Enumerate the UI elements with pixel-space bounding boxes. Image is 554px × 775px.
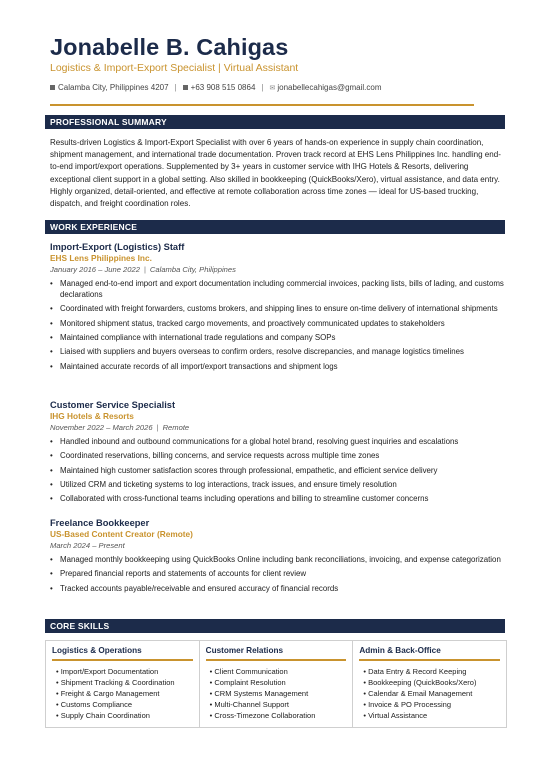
skill-item: • Customs Compliance — [56, 699, 199, 710]
skill-item: • Multi-Channel Support — [210, 699, 353, 710]
email-icon: ✉ — [269, 84, 276, 92]
contact-location: Calamba City, Philippines 4207 — [58, 83, 169, 92]
skill-item: • CRM Systems Management — [210, 688, 353, 699]
job-bullet: • Maintained accurate records of all import/export transactions and shipment logs — [50, 361, 505, 372]
skill-item: • Bookkeeping (QuickBooks/Xero) — [363, 677, 506, 688]
experience-heading: WORK EXPERIENCE — [45, 220, 505, 234]
job-company: EHS Lens Philippines Inc. — [50, 253, 152, 263]
skill-item: • Shipment Tracking & Coordination — [56, 677, 199, 688]
job-location: Remote — [162, 423, 190, 432]
skill-item: • Invoice & PO Processing — [363, 699, 506, 710]
summary-text: Results-driven Logistics & Import-Export Specialist with over 6 years of hands-on experience in supply chain coordination, shipment management, and international trade documentation. Proven track record at EHS Lens Philippines Inc. handling end-to-end import/export operations. Supplemented by 3+ years in customer service with IHG Hotels & Resorts, delivering exceptional client support in a global setting. Also skilled in bookkeeping (QuickBooks/Xero), virtual assistance, and data entry. Highly organized, detail-oriented, and effective at remote collaboration across time zones — ideal for US-based trucking, dispatch, and freight coordination roles. — [50, 138, 501, 209]
job-bullet: • Handled inbound and outbound communications for a global hotel brand, resolving guest inquiries and escalations — [50, 436, 505, 447]
skill-item: • Calendar & Email Management — [363, 688, 506, 699]
skill-item: • Complaint Resolution — [210, 677, 353, 688]
skill-item: • Data Entry & Record Keeping — [363, 666, 506, 677]
skill-column — [200, 641, 354, 727]
job-title: Customer Service Specialist — [50, 400, 176, 410]
job-bullet: • Managed end-to-end import and export documentation including commercial invoices, packing lists, bills of lading, and customs declarations — [50, 278, 505, 300]
job-company: US-Based Content Creator (Remote) — [50, 529, 193, 539]
job-entry — [50, 399, 505, 507]
job-company: IHG Hotels & Resorts — [50, 411, 134, 421]
job-bullet: • Utilized CRM and ticketing systems to log interactions, track issues, and ensure timely resolution — [50, 479, 505, 490]
job-meta: November 2022 – March 2026 | Remote — [50, 423, 190, 432]
job-dates: March 2024 – Present — [50, 541, 125, 550]
job-bullet: • Tracked accounts payable/receivable and ensured accuracy of financial records — [50, 583, 505, 594]
job-bullet: • Managed monthly bookkeeping using QuickBooks Online including bank reconciliations, invoicing, and expense categorization — [50, 554, 505, 565]
job-bullet: • Prepared financial reports and statements of accounts for client review — [50, 568, 505, 579]
job-bullets — [50, 436, 505, 504]
job-bullet: • Liaised with suppliers and buyers overseas to confirm orders, resolve discrepancies, and manage logistics timelines — [50, 346, 505, 357]
job-title: Freelance Bookkeeper — [50, 518, 150, 528]
job-bullet: • Coordinated with freight forwarders, customs brokers, and shipping lines to ensure on-time delivery of international shipments — [50, 303, 505, 314]
skill-column-heading: Admin & Back-Office — [359, 646, 441, 655]
job-entry — [50, 517, 505, 597]
skill-item: • Import/Export Documentation — [56, 666, 199, 677]
job-bullet: • Collaborated with cross-functional teams including operations and billing to streamline customer concerns — [50, 493, 505, 504]
skill-list — [353, 661, 506, 721]
job-bullets — [50, 554, 505, 594]
job-bullets — [50, 278, 505, 372]
job-bullet: • Maintained compliance with international trade regulations and company SOPs — [50, 332, 505, 343]
skill-item: • Cross-Timezone Collaboration — [210, 710, 353, 721]
job-location: Calamba City, Philippines — [149, 265, 236, 274]
skills-table — [45, 640, 507, 728]
phone-icon — [183, 85, 188, 90]
contact-email[interactable]: jonabellecahigas@gmail.com — [277, 83, 382, 92]
skill-item: • Supply Chain Coordination — [56, 710, 199, 721]
skill-list — [46, 661, 199, 721]
candidate-title: Logistics & Import-Export Specialist | Virtual Assistant — [50, 62, 299, 74]
job-dates: November 2022 – March 2026 — [50, 423, 153, 432]
skill-item: • Client Communication — [210, 666, 353, 677]
job-dates: January 2016 – June 2022 — [50, 265, 140, 274]
location-icon — [50, 85, 55, 90]
skill-column — [46, 641, 200, 727]
job-entry — [50, 241, 505, 375]
job-title: Import-Export (Logistics) Staff — [50, 242, 185, 252]
job-bullet: • Monitored shipment status, tracked cargo movements, and proactively communicated updates to stakeholders — [50, 318, 505, 329]
skill-list — [200, 661, 353, 721]
contact-phone: +63 908 515 0864 — [190, 83, 256, 92]
contact-line: Calamba City, Philippines 4207 | +63 908 515 0864 | ✉ jonabellecahigas@gmail.com — [50, 83, 382, 92]
skill-column-heading: Logistics & Operations — [52, 646, 142, 655]
candidate-name: Jonabelle B. Cahigas — [50, 34, 289, 60]
skill-item: • Freight & Cargo Management — [56, 688, 199, 699]
summary-heading: PROFESSIONAL SUMMARY — [45, 115, 505, 129]
skill-column — [353, 641, 506, 727]
header-divider — [50, 104, 474, 106]
job-bullet: • Maintained high customer satisfaction scores through professional, empathetic, and efficient service delivery — [50, 465, 505, 476]
job-meta: January 2016 – June 2022 | Calamba City, Philippines — [50, 265, 236, 274]
skill-column-heading: Customer Relations — [205, 646, 284, 655]
job-bullet: • Coordinated reservations, billing concerns, and service requests across multiple time zones — [50, 450, 505, 461]
skills-heading: CORE SKILLS — [45, 619, 505, 633]
job-meta — [50, 540, 505, 551]
skill-item: • Virtual Assistance — [363, 710, 506, 721]
